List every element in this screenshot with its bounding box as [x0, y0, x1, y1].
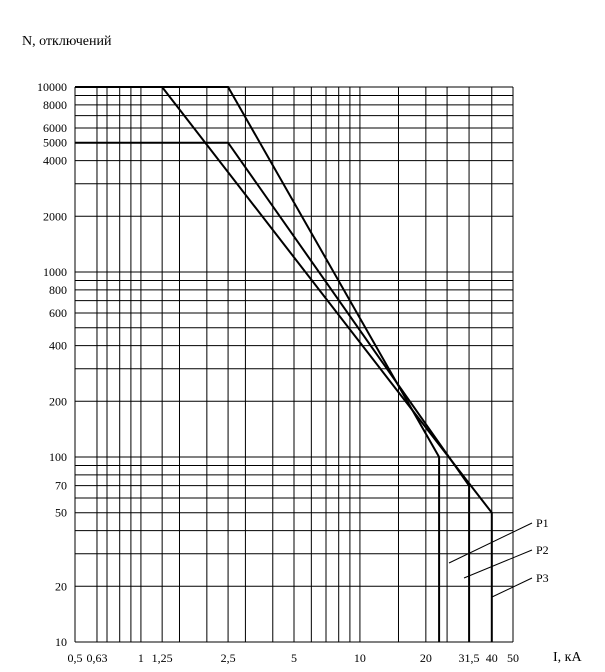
- y-tick-label: 20: [55, 579, 67, 594]
- x-tick-label: 40: [485, 651, 498, 665]
- series-label: Р2: [536, 543, 549, 557]
- x-tick-label: 5: [291, 651, 297, 665]
- series-line-2: [75, 143, 469, 642]
- y-tick-label: 10: [55, 635, 67, 649]
- y-tick-label: 5000: [43, 135, 67, 150]
- x-tick-label: 2,5: [220, 651, 236, 665]
- x-tick-labels: [68, 651, 520, 665]
- y-tick-label: 10000: [37, 80, 67, 94]
- y-tick-label: 8000: [43, 97, 67, 112]
- series-lines: [75, 87, 492, 642]
- y-tick-label: 4000: [43, 153, 67, 168]
- y-tick-label: 70: [55, 478, 67, 493]
- y-tick-label: 600: [49, 306, 67, 321]
- y-tick-label: 2000: [43, 209, 67, 224]
- series-line-3: [75, 87, 492, 642]
- y-tick-label: 6000: [43, 121, 67, 136]
- x-tick-label: 0,63: [86, 651, 108, 665]
- y-axis-label: N, отключений: [22, 34, 112, 49]
- series-leaders: [449, 516, 549, 597]
- series-leader-line: [449, 523, 532, 563]
- y-tick-label: 200: [49, 394, 67, 409]
- series-label: Р1: [536, 516, 549, 530]
- y-tick-label: 1000: [43, 265, 67, 279]
- y-tick-label: 800: [49, 282, 67, 297]
- x-tick-label: 10: [353, 651, 366, 665]
- series-label: Р3: [536, 571, 549, 585]
- grid: [75, 87, 513, 642]
- x-tick-label: 31,5: [458, 651, 480, 665]
- x-axis-label: I, кА: [553, 650, 582, 665]
- y-tick-label: 400: [49, 338, 67, 353]
- x-tick-label: 1,25: [151, 651, 173, 665]
- series-leader-line: [492, 578, 532, 597]
- x-tick-label: 20: [419, 651, 432, 665]
- y-tick-label: 100: [49, 450, 67, 464]
- x-tick-label: 50: [507, 651, 519, 665]
- y-tick-label: 50: [55, 505, 67, 520]
- y-tick-labels: [37, 80, 67, 649]
- x-tick-label: 1: [137, 651, 144, 665]
- x-tick-label: 0,5: [67, 651, 83, 665]
